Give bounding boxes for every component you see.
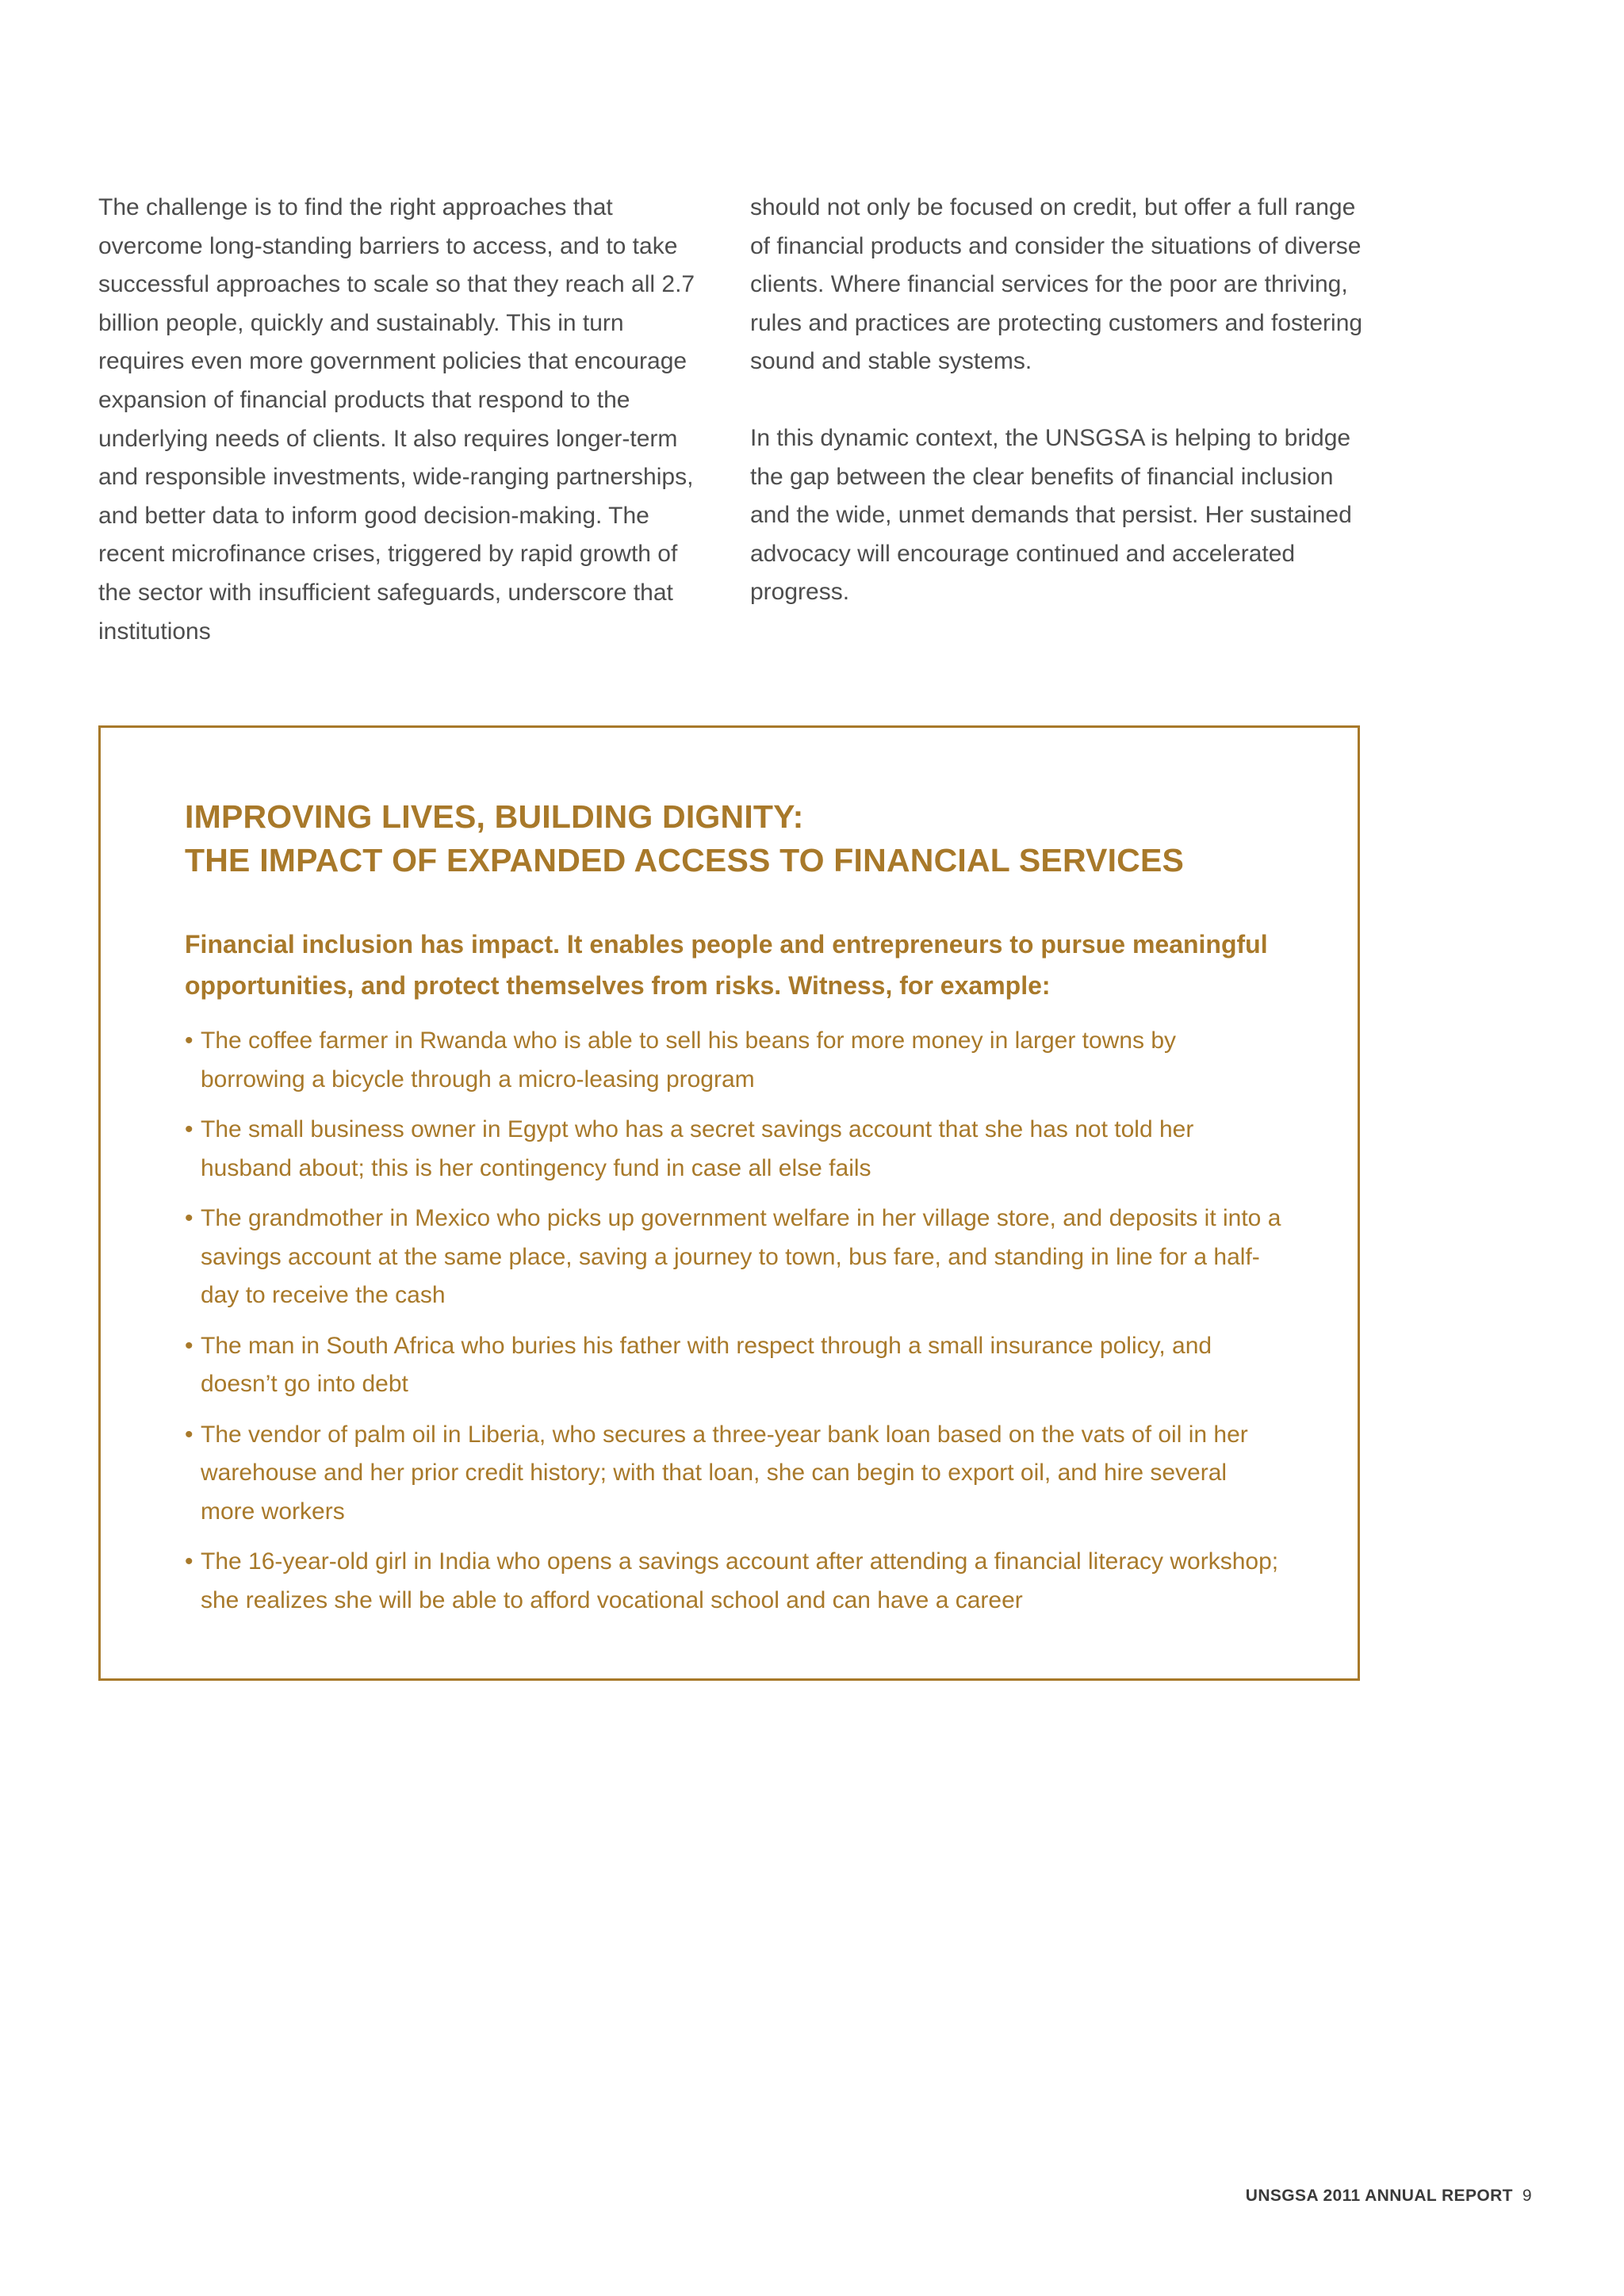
- body-paragraph: should not only be focused on credit, but offer a full range of financial products and consider the situations of diverse clients. Where financial services for the poor are thriving, rules and practices are protecting customers and fostering sound and stable systems.: [750, 194, 1363, 375]
- impact-example-item: [185, 1111, 1287, 1188]
- report-title: UNSGSA 2011 ANNUAL REPORT: [1245, 2187, 1513, 2205]
- impact-example-text: The man in South Africa who buries his father with respect through a small insurance policy, and doesn’t go into debt: [201, 1332, 1212, 1397]
- impact-example-item: [185, 1200, 1287, 1315]
- bullet-icon: •: [185, 1548, 193, 1575]
- impact-example-item: [185, 1327, 1287, 1404]
- impact-box-title: [185, 795, 1287, 882]
- bullet-icon: •: [185, 1205, 193, 1231]
- impact-example-text: The coffee farmer in Rwanda who is able to sell his beans for more money in larger towns by borrowing a bicycle through a micro-leasing program: [201, 1027, 1177, 1093]
- body-paragraph: In this dynamic context, the UNSGSA is helping to bridge the gap between the clear benefits of financial inclusion and the wide, unmet demands that persist. Her sustained advocacy will encourage continued and accelerated progress.: [750, 424, 1352, 606]
- impact-example-text: The vendor of palm oil in Liberia, who secures a three-year bank loan based on the vats of oil in her warehouse and her prior credit history; with that loan, she can begin to export oil, and hire several more workers: [201, 1421, 1248, 1525]
- impact-box-title-line1: IMPROVING LIVES, BUILDING DIGNITY:: [185, 798, 804, 835]
- bullet-icon: •: [185, 1421, 193, 1448]
- impact-example-list: [185, 1022, 1287, 1620]
- impact-example-item: [185, 1543, 1287, 1620]
- body-column-left: [98, 189, 709, 651]
- page-footer: [1246, 2187, 1532, 2206]
- impact-example-text: The 16-year-old girl in India who opens a savings account after attending a financial literacy workshop; she realizes she will be able to afford vocational school and can have a career: [201, 1548, 1279, 1613]
- impact-sidebar-box: [98, 725, 1360, 1681]
- impact-box-intro: Financial inclusion has impact. It enables people and entrepreneurs to pursue meaningful opportunities, and protect themselves from risks. Witness, for example:: [185, 930, 1268, 1000]
- impact-box-title-line2: THE IMPACT OF EXPANDED ACCESS TO FINANCIAL SERVICES: [185, 842, 1185, 878]
- impact-example-text: The small business owner in Egypt who has a secret savings account that she has not told her husband about; this is her contingency fund in case all else fails: [201, 1116, 1194, 1181]
- page-number: 9: [1522, 2187, 1532, 2205]
- bullet-icon: •: [185, 1027, 193, 1054]
- body-paragraph: The challenge is to find the right approaches that overcome long-standing barriers to access, and to take successful approaches to scale so that they reach all 2.7 billion people, quickly and sustainably. This in turn requires even more government policies that encourage expansion of financial products that respond to the underlying needs of clients. It also requires longer-term and responsible investments, wide-ranging partnerships, and better data to inform good decision-making. The recent microfinance crises, triggered by rapid growth of the sector with insufficient safeguards, underscore that institutions: [98, 194, 695, 645]
- bullet-icon: •: [185, 1332, 193, 1359]
- impact-example-text: The grandmother in Mexico who picks up government welfare in her village store, and deposits it into a savings account at the same place, saving a journey to town, bus fare, and standing in line for a half-day to receive the cash: [201, 1205, 1281, 1308]
- impact-example-item: [185, 1416, 1287, 1532]
- bullet-icon: •: [185, 1116, 193, 1142]
- impact-example-item: [185, 1022, 1287, 1099]
- impact-box-content: [185, 795, 1287, 1632]
- body-column-right: [750, 189, 1377, 612]
